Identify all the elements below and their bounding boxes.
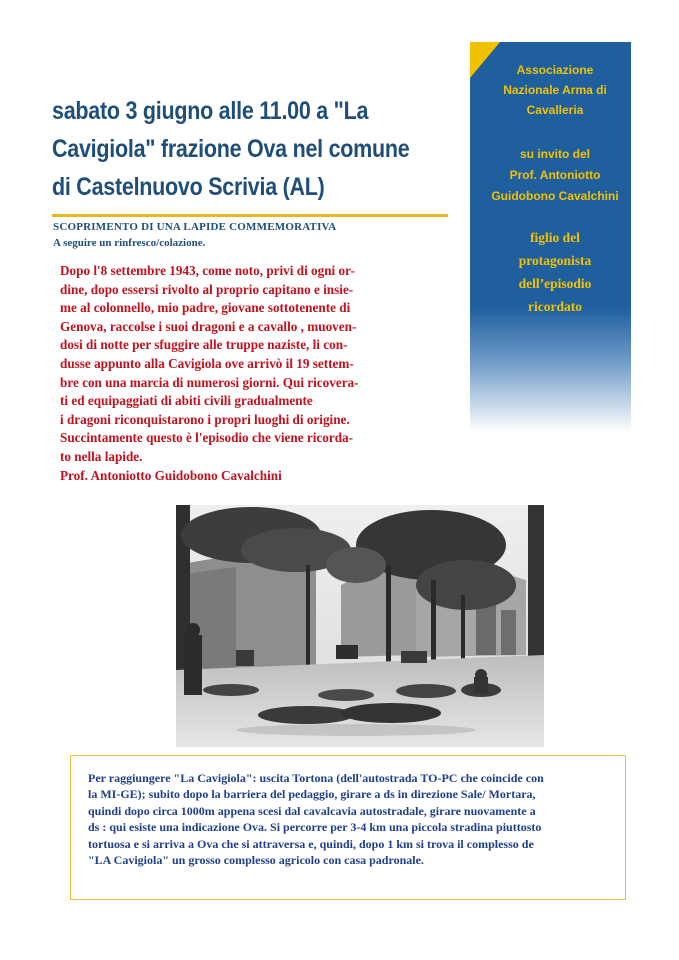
story-signature: Prof. Antoniotto Guidobono Cavalchini xyxy=(60,467,282,483)
story-line: Succintamente questo è l'episodio che viene ricorda- xyxy=(60,430,354,446)
story-line: to nella lapide. xyxy=(60,448,143,464)
story-line: i dragoni riconquistarono i propri luoghi di origine. xyxy=(60,411,350,427)
event-headline xyxy=(52,92,456,206)
story-line: dosi di notte per sfuggire alle truppe naziste, li con- xyxy=(60,337,348,353)
directions-line: quindi dopo circa 1000m appena scesi dal cavalcavia autostradale, girare nuovamente a xyxy=(88,803,536,818)
figlio-line: dell’episodio xyxy=(518,276,592,291)
association-line: Associazione xyxy=(516,63,594,77)
invitation-line: su invito del xyxy=(519,147,590,161)
story-line: dusse appunto alla Cavigiola ove arrivò il 19 settem- xyxy=(60,355,354,371)
headline-line-2: Cavigiola" frazione Ova nel comune xyxy=(52,135,410,163)
association-line: Cavalleria xyxy=(526,103,584,117)
son-of-protagonist-note xyxy=(490,226,620,318)
story-line: Dopo l'8 settembre 1943, come noto, privi di ogni or- xyxy=(60,263,355,278)
story-line: ti ed equipaggiati di abiti civili gradualmente xyxy=(60,393,313,409)
directions-line: tortuosa e si arriva a Ova che si attraversa e, quindi, dopo 1 km si trova il complesso de xyxy=(88,836,534,851)
story-paragraph xyxy=(60,262,440,485)
unveiling-subtitle: SCOPRIMENTO DI UNA LAPIDE COMMEMORATIVA xyxy=(53,221,337,233)
directions-line: la MI-GE); subito dopo la barriera del pedaggio, girare a ds in direzione Sale/ Mortara, xyxy=(88,787,536,802)
association-name xyxy=(490,60,620,120)
invitation-line: Guidobono Cavalchini xyxy=(491,189,619,203)
refreshment-note: A seguire un rinfresco/colazione. xyxy=(53,237,206,249)
historical-photo xyxy=(176,505,544,747)
headline-underline xyxy=(52,214,448,217)
directions-line: Per raggiungere "La Cavigiola": uscita Tortona (dell'autostrada TO-PC che coincide con xyxy=(88,771,544,785)
directions-line: "LA Cavigiola" un grosso complesso agricolo con casa padronale. xyxy=(88,853,424,868)
invitation-note xyxy=(490,144,620,207)
invitation-line: Prof. Antoniotto xyxy=(509,168,601,182)
story-line: me al colonnello, mio padre, giovane sottotenente di xyxy=(60,300,351,316)
story-line: Genova, raccolse i suoi dragoni e a cavallo , muoven- xyxy=(60,318,357,334)
figlio-line: figlio del xyxy=(530,230,580,245)
story-line: bre con una marcia di numerosi giorni. Qui ricovera- xyxy=(60,374,359,390)
directions-line: ds : qui esiste una indicazione Ova. Si percorre per 3-4 km una piccola stradina piuttosto xyxy=(88,820,542,835)
story-line: dine, dopo essersi rivolto al proprio capitano e insie- xyxy=(60,281,354,297)
headline-line-3: di Castelnuovo Scrivia (AL) xyxy=(52,173,325,201)
association-line: Nazionale Arma di xyxy=(503,83,607,97)
figlio-line: protagonista xyxy=(518,253,592,268)
historical-photo-image xyxy=(176,505,544,747)
headline-line-1: sabato 3 giugno alle 11.00 a "La xyxy=(52,97,369,125)
figlio-line: ricordato xyxy=(528,299,582,314)
directions-text xyxy=(88,770,628,868)
